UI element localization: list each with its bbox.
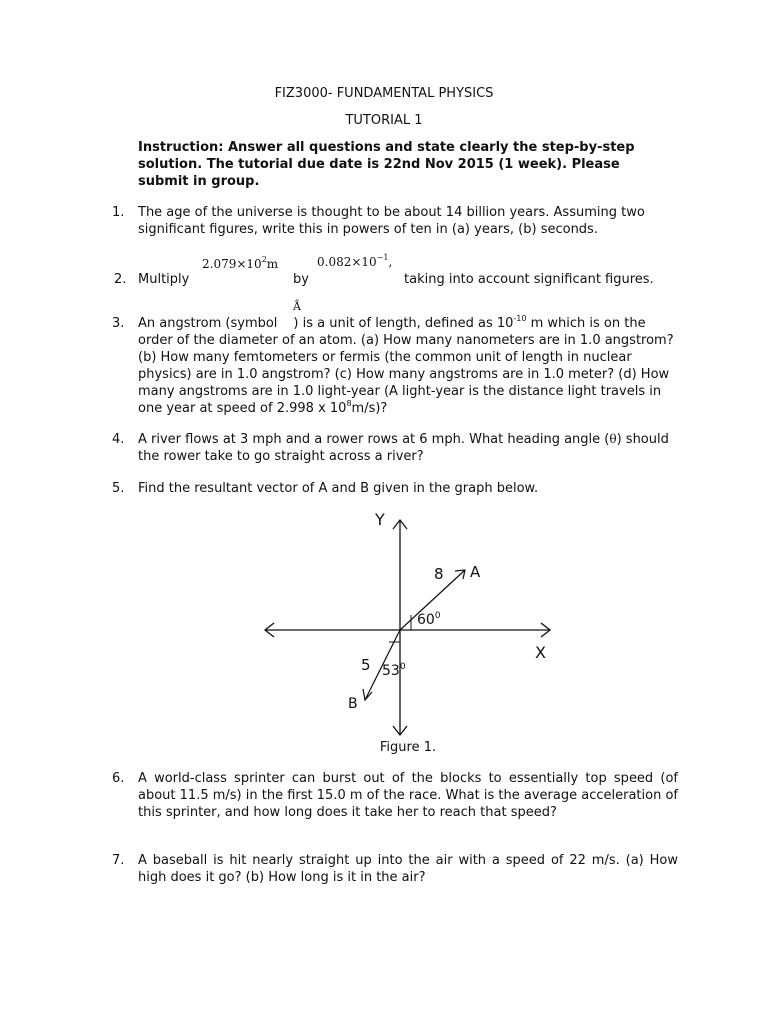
question-number: 3. bbox=[112, 316, 125, 331]
question-text: taking into account significant figures. bbox=[404, 272, 654, 287]
vector-a-angle: $60^0$ bbox=[417, 611, 441, 628]
question-text: Find the resultant vector of A and B given in the graph below. bbox=[138, 481, 539, 496]
value-b: $0.082\times 10^{-1}$, bbox=[317, 253, 393, 269]
question-text: A world-class sprinter can burst out of the blocks to essentially top speed (of about 11.5 m/s) in the first 15.0 m of the race. What is the average acceleration of this sprinter, and how long does it take her to reach that speed? bbox=[138, 771, 678, 820]
course-title: FIZ3000- FUNDAMENTAL PHYSICS bbox=[274, 86, 494, 101]
vector-a-label: A bbox=[470, 563, 481, 581]
question-number: 5. bbox=[112, 481, 125, 496]
question-text: A river flows at 3 mph and a rower rows at 6 mph. What heading angle (θ) should the rower take to go straight across a river? bbox=[138, 432, 669, 464]
question-number: 7. bbox=[112, 853, 125, 868]
question-number: 2. bbox=[114, 272, 127, 287]
vector-figure bbox=[255, 505, 565, 745]
vector-b-angle: $53^0$ bbox=[382, 662, 406, 679]
question-number: 4. bbox=[112, 432, 125, 447]
y-axis-label: Y bbox=[375, 510, 385, 529]
vector-b-magnitude: 5 bbox=[361, 656, 371, 674]
tutorial-title: TUTORIAL 1 bbox=[345, 113, 423, 128]
vector-b-label: B bbox=[348, 696, 358, 712]
multiply-label: Multiply bbox=[138, 272, 190, 287]
question-number: 1. bbox=[112, 205, 125, 220]
x-axis-label: X bbox=[535, 643, 546, 662]
question-text: The age of the universe is thought to be about 14 billion years. Assuming two significant figures, write this in powers of ten in (a) years, (b) seconds. bbox=[138, 205, 645, 237]
question-text: A baseball is hit nearly straight up into the air with a speed of 22 m/s. (a) How high does it go? (b) How long is it in the air? bbox=[138, 853, 678, 885]
value-a: $2.079\times 10^2m$ bbox=[202, 255, 279, 271]
figure-caption: Figure 1. bbox=[379, 740, 437, 755]
vector-a-magnitude: 8 bbox=[434, 565, 444, 583]
by-label: by bbox=[293, 272, 309, 287]
theta-symbol: θ bbox=[609, 432, 617, 446]
question-number: 6. bbox=[112, 771, 125, 786]
instruction-text: Instruction: Answer all questions and state clearly the step-by-step solution. The tutorial due date is 22nd Nov 2015 (1 week). Please submit in group. bbox=[138, 140, 635, 189]
angstrom-symbol: Å bbox=[293, 300, 301, 313]
question-text: An angstrom (symbol ) is a unit of length, defined as $10^{-10}$ m which is on the order of the diameter of an atom. (a) How many nanometers are in 1.0 angstrom? (b) How many femtometers or fermis (the common unit of length in nuclear physics) are in 1.0 angstrom? (c) How many angstroms are in 1.0 meter? (d) How many angstroms are in 1.0 light-year (A light-year is the distance light travels in one year at speed of 2.998 x $10^8m/s$)? bbox=[138, 314, 674, 416]
